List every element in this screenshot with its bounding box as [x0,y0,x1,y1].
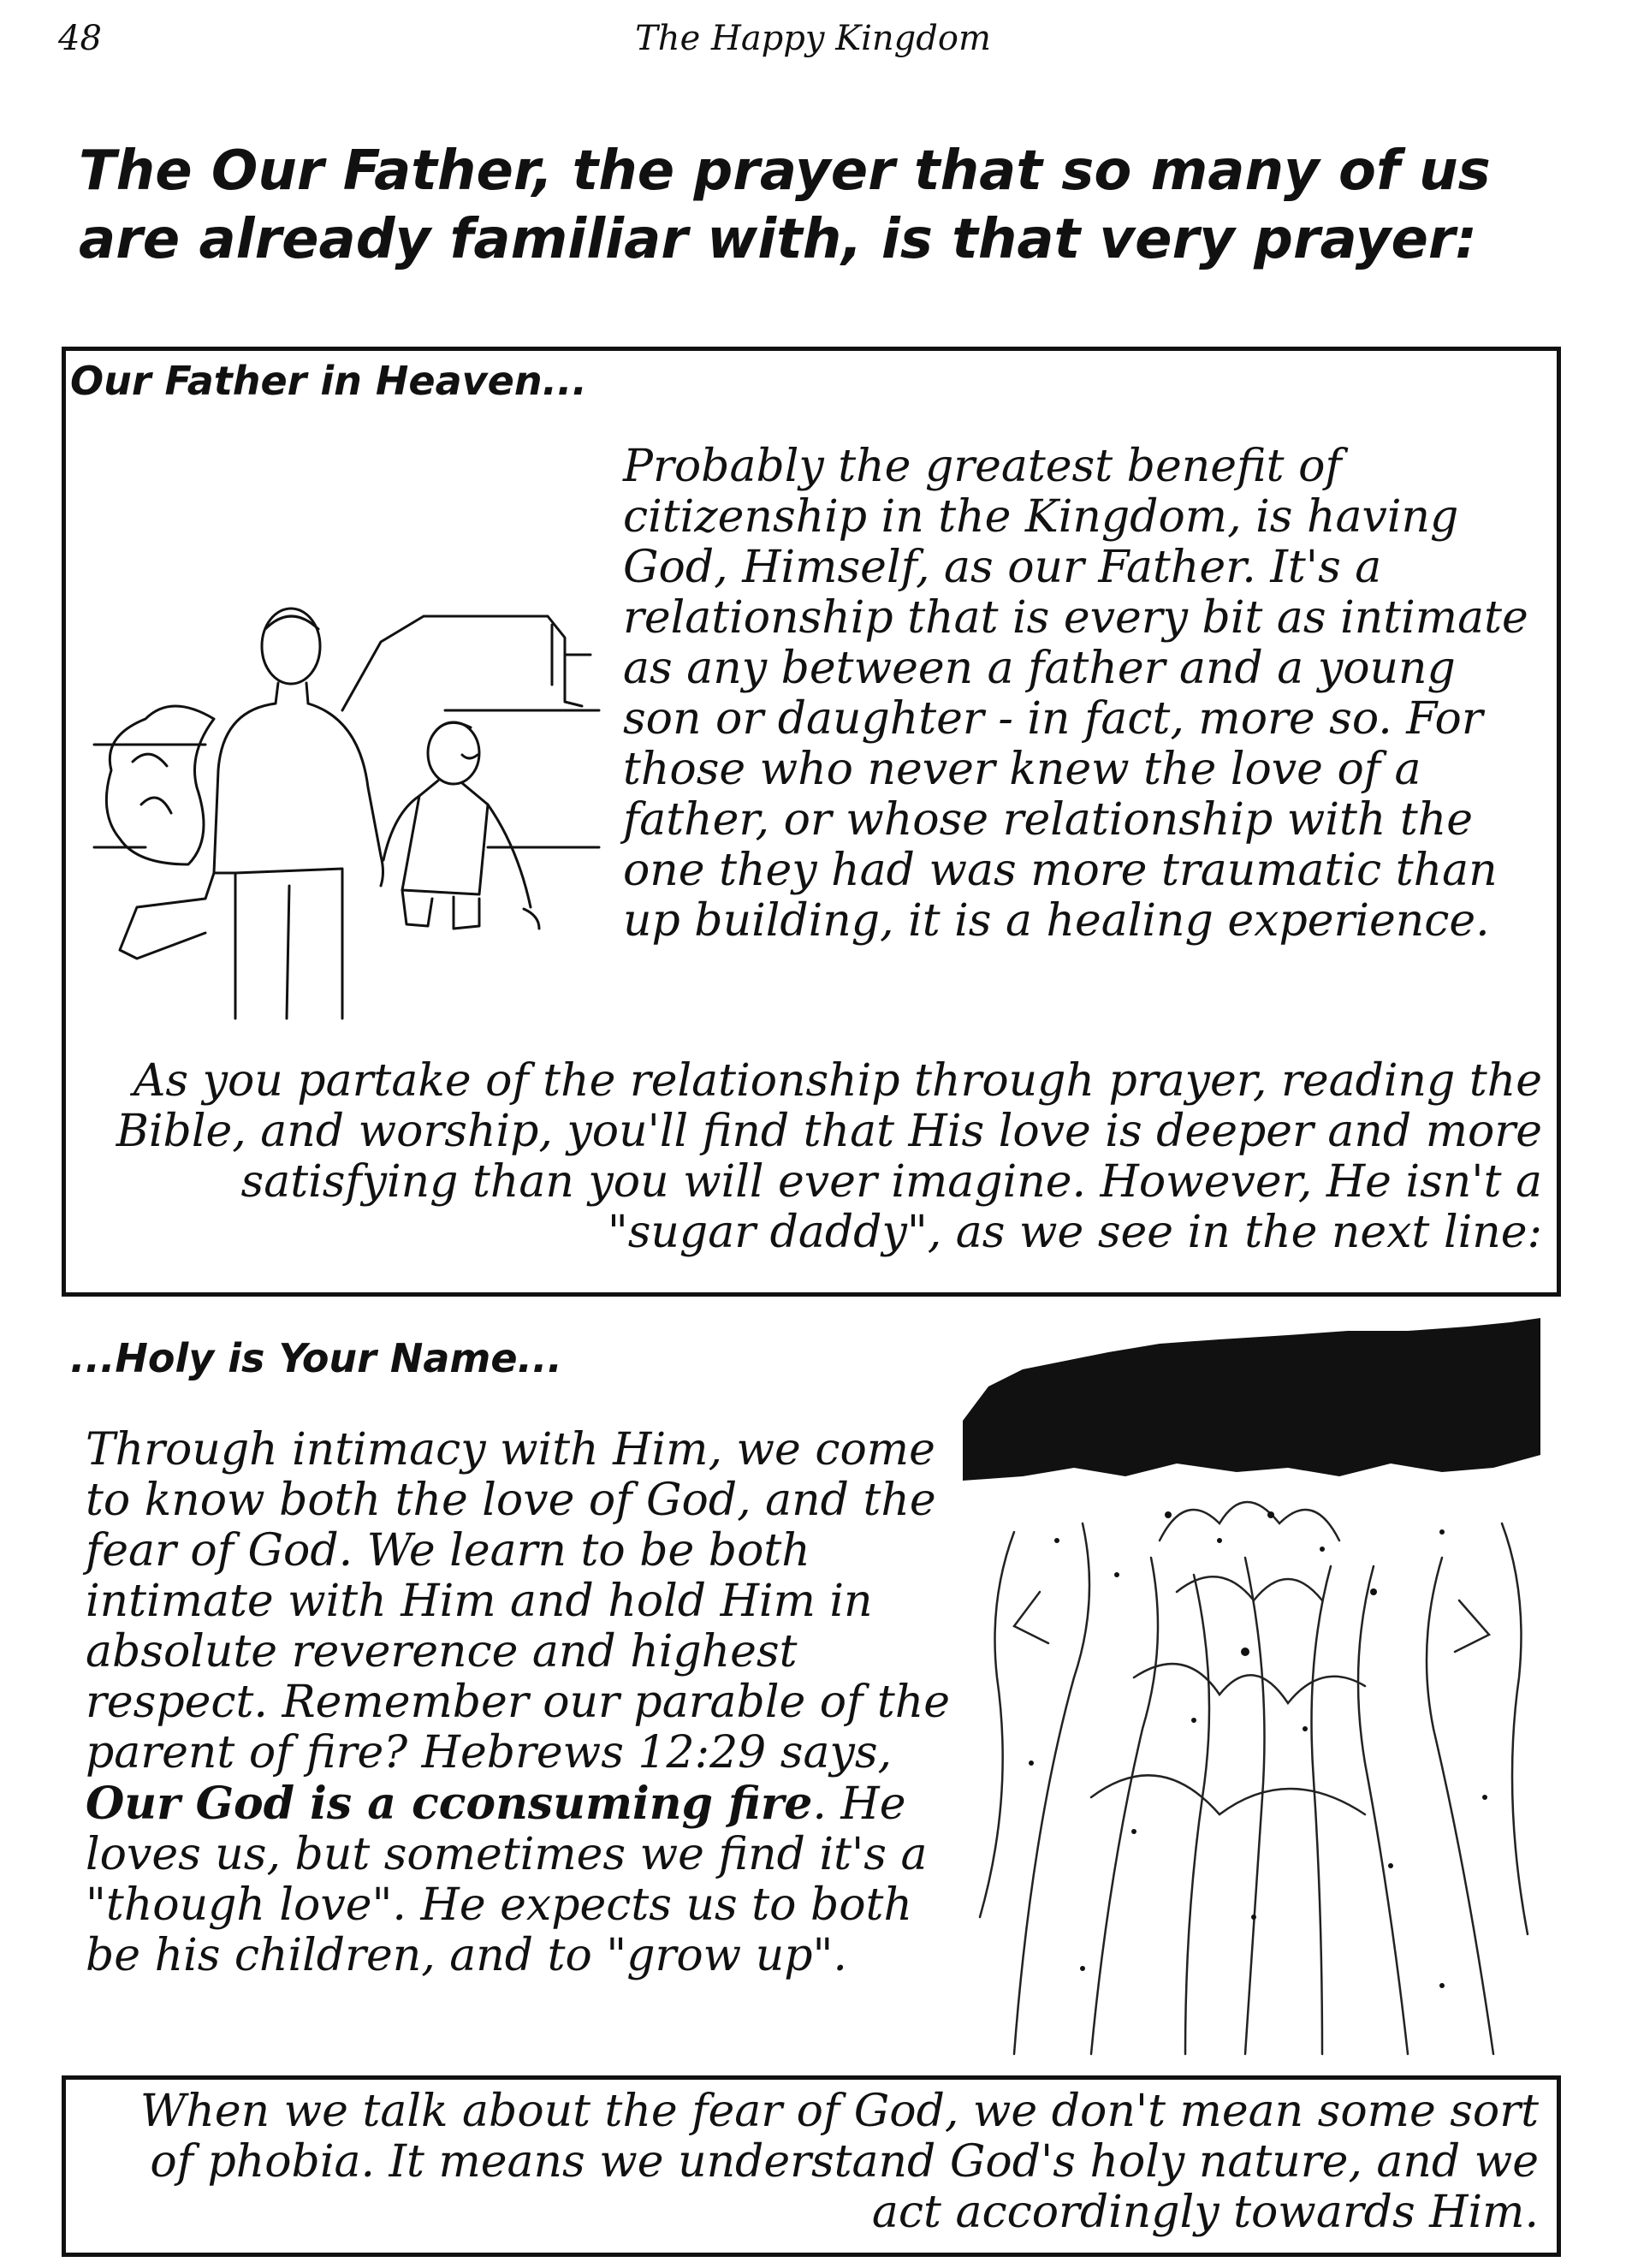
scripture-emphasis: Our God is a cconsuming fire [86,1778,813,1830]
paragraph-our-father-intro: Probably the greatest benefit of citizenship in the Kingdom, is having God, Himself, as our Father. It's a relationship that is every bit as intimate as any between a father and a young son or daughter - in fact, more so. For those who never knew the love of a father, or whose relationship with the one they had was more traumatic than up building, it is a healing experience. [623,441,1528,947]
paragraph-holy-name-part1: Through intimacy with Him, we come to know both the love of God, and the fear of God. We learn to be both intimate with Him and hold Him in absolute reverence and highest respect. Remember our parable of the parent of fire? Hebrews 12:29 says, [86,1424,951,1778]
paragraph-our-father-relationship: As you partake of the relationship through prayer, reading the Bible, and worship, you'll find that His love is deeper and more satisfying than you will ever imagine. However, He isn't a "sugar daddy", as we see in the next line: [116,1055,1542,1258]
section-title-our-father: Our Father in Heaven... [70,358,587,404]
father-child-illustration [86,591,608,1036]
page-number: 48 [58,19,102,58]
fire-illustration [963,1318,1540,2063]
headline: The Our Father, the prayer that so many of us are already familiar with, is that very prayer: [79,140,1491,271]
paragraph-holy-name [86,1425,958,1981]
paragraph-holy-name-part2: . He loves us, but sometimes we find it's a "though love". He expects us to both be his children, and to "grow up". [86,1778,928,1981]
section-title-holy-name: ...Holy is Your Name... [70,1335,562,1381]
callout-fear-of-god: When we talk about the fear of God, we don't mean some sort of phobia. It means we understand God's holy nature, and we act accordingly towards Him. [139,2086,1539,2238]
running-title: The Happy Kingdom [635,19,991,58]
